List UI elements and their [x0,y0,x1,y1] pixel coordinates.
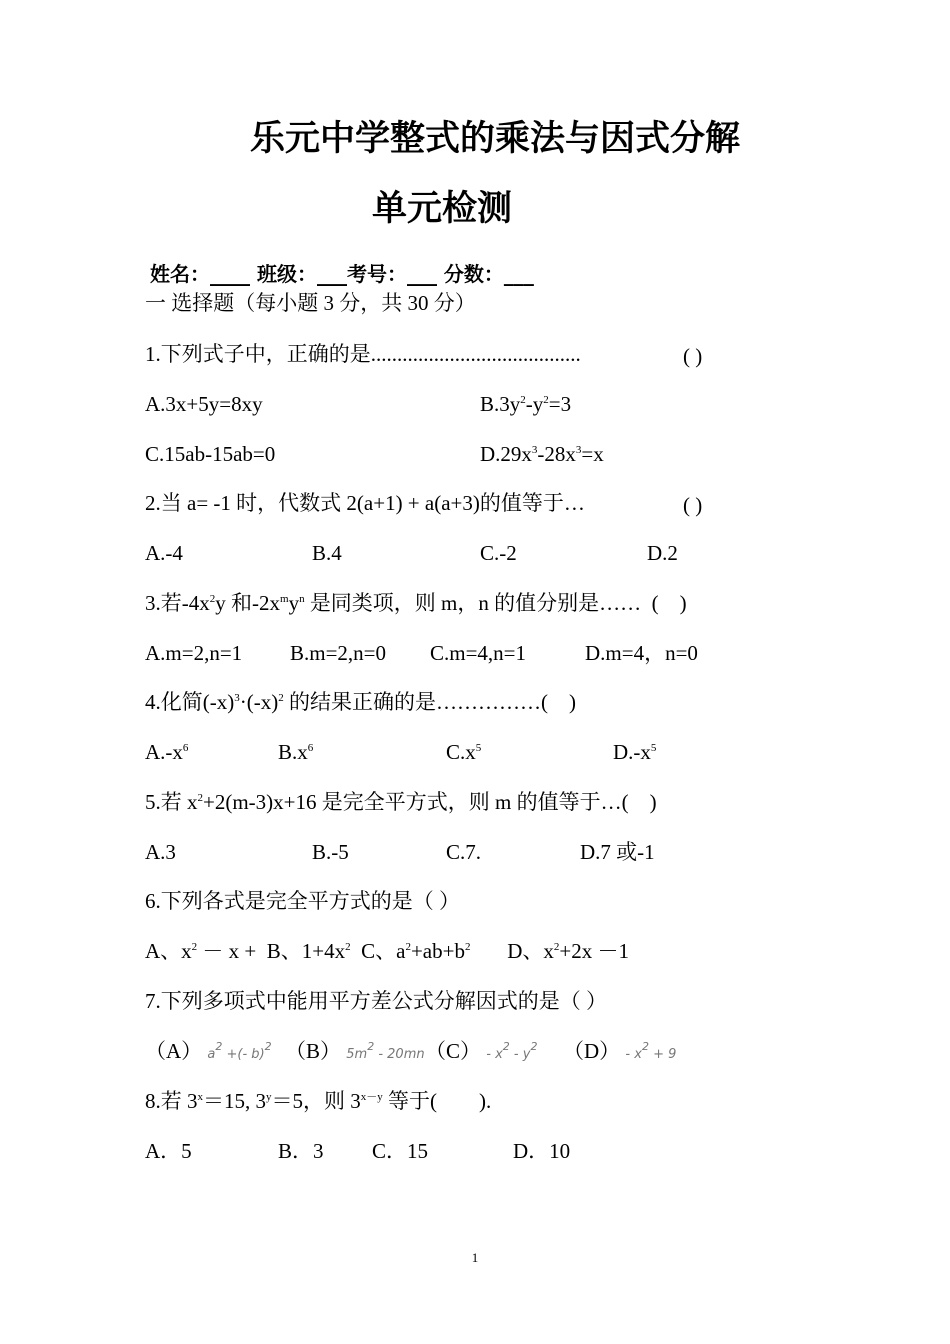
q2-option-c: C.-2 [480,541,517,565]
q1-option-d: $D.29x^3-28x^3=x$ [480,442,604,466]
q8-option-d: D．10 [513,1139,571,1163]
q3-option-c: C.m=4,n=1 [430,641,527,665]
q6-options: A、$x^2 - x + B$、$1+4x^2$ C、$a^2+ab+b^2$ D、$x^2+2x -1$ [145,939,629,963]
q4-option-a: $A.-x^6$ [145,740,189,764]
title-line-2: 单元检测 [372,189,513,229]
question-2: 2.当 a= -1 时，代数式 2(a+1) + a(a+3)的值等于… [145,491,585,515]
question-8: 8.若 $3^x=15$, $3^y=5$，则 $3^{x-y}$ 等于( ). [145,1089,492,1113]
page-number: 1 [471,1250,479,1265]
q2-option-b: B.4 [312,541,342,565]
q5-option-b: B.-5 [312,840,349,864]
question-5: 5.若 $x^2+2(m-3)x+16$ 是完全平方式，则 m 的值等于…( ) [145,790,657,814]
q4-option-b: $B.x^6$ [278,740,314,764]
q7-option-d: $(D) - x^2 + 9$ [563,1039,677,1063]
q7-option-a: （A） $a^2$ +(- b)$^2$ [145,1039,272,1063]
q5-option-d: D.7 或-1 [580,840,655,864]
q5-option-c: C.7. [446,840,482,864]
section-heading: 一 选择题（每小题 3 分，共 30 分） [145,291,476,315]
q3-option-a: A.m=2,n=1 [145,641,243,665]
q4-option-d: $D.-x^5$ [613,740,657,764]
question-6: 6.下列各式是完全平方式的是（ ） [145,889,460,913]
q2-option-a: A.-4 [145,541,183,565]
q3-option-b: B.m=2,n=0 [290,641,387,665]
question-4: 4.化简$(-x)^3\cdot(-x)^2$ 的结果正确的是……………( ) [145,690,576,714]
q7-option-b: （B） $5m^2 - 20mn$ [285,1039,425,1063]
title-line-1: 乐元中学整式的乘法与因式分解 [250,119,741,159]
q4-option-c: $C.x^5$ [446,740,482,764]
question-2-paren: ( ) [683,493,703,517]
q8-option-a: A．5 [145,1139,192,1163]
q1-option-c: C.15ab-15ab=0 [145,442,276,466]
q5-option-a: A.3 [145,840,176,864]
student-info-line: 姓名：____ 班级：___考号：___ 分数：___ [150,262,534,286]
q1-option-b: $B.3y^2-y^2=3$ [480,392,572,416]
question-7: 7.下列多项式中能用平方差公式分解因式的是（ ） [145,989,607,1013]
question-3: 3.若$-4x^2y$ 和$-2x^my^n$ 是同类项，则 m，n 的值分别是…… ( ) [145,591,687,615]
q2-option-d: D.2 [647,541,678,565]
q3-option-d: D.m=4，n=0 [585,641,698,665]
question-1: 1.下列式子中，正确的是........................................ [145,342,581,366]
question-1-paren: ( ) [683,344,703,368]
q8-option-c: C．15 [372,1139,429,1163]
q7-option-c: $(C) - x^2 - y^2$ [425,1039,538,1063]
q8-option-b: B．3 [278,1139,324,1163]
q1-option-a: A.3x+5y=8xy [145,392,263,416]
